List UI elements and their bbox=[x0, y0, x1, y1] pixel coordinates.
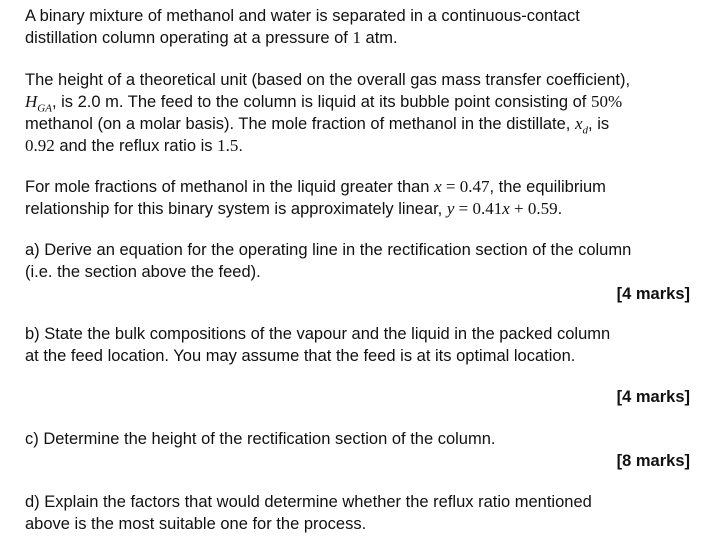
question-b-line-2: at the feed location. You may assume that the feed is at its optimal location. bbox=[25, 347, 576, 365]
question-d-line-1: d) Explain the factors that would determine whether the reflux ratio mentioned bbox=[25, 493, 592, 511]
para2-line-1: The height of a theoretical unit (based on the overall gas mass transfer coefficient), bbox=[25, 71, 631, 89]
question-a-marks: [4 marks] bbox=[616, 285, 690, 303]
intro-line-2: distillation column operating at a pressure of 1 atm. bbox=[25, 28, 398, 47]
question-a-line-1: a) Derive an equation for the operating line in the rectification section of the column bbox=[25, 241, 632, 259]
question-a-line-2: (i.e. the section above the feed). bbox=[25, 263, 261, 281]
para3-line-1: For mole fractions of methanol in the liquid greater than x = 0.47, the equilibrium bbox=[25, 177, 606, 196]
intro-line-1: A binary mixture of methanol and water is separated in a continuous-contact bbox=[25, 7, 580, 25]
question-d-line-2: above is the most suitable one for the process. bbox=[25, 515, 367, 533]
question-c-marks: [8 marks] bbox=[616, 452, 690, 470]
question-c-line-1: c) Determine the height of the rectification section of the column. bbox=[25, 430, 496, 448]
question-b-marks: [4 marks] bbox=[616, 388, 690, 406]
para2-line-2: $H_{GA}$, is 2.0 m. The feed to the column is liquid at its bubble point consisting of 50% bbox=[25, 92, 623, 115]
hga-symbol: $H_{GA}$ bbox=[25, 92, 52, 115]
para2-line-3: methanol (on a molar basis). The mole fraction of methanol in the distillate, $x_d$, is bbox=[25, 114, 610, 137]
question-b-line-1: b) State the bulk compositions of the vapour and the liquid in the packed column bbox=[25, 325, 611, 343]
para3-line-2: relationship for this binary system is approximately linear, y = 0.41x + 0.59. bbox=[25, 199, 563, 218]
para2-line-4: 0.92 and the reflux ratio is 1.5. bbox=[25, 136, 243, 155]
xd-symbol: $x_d$ bbox=[574, 114, 589, 137]
